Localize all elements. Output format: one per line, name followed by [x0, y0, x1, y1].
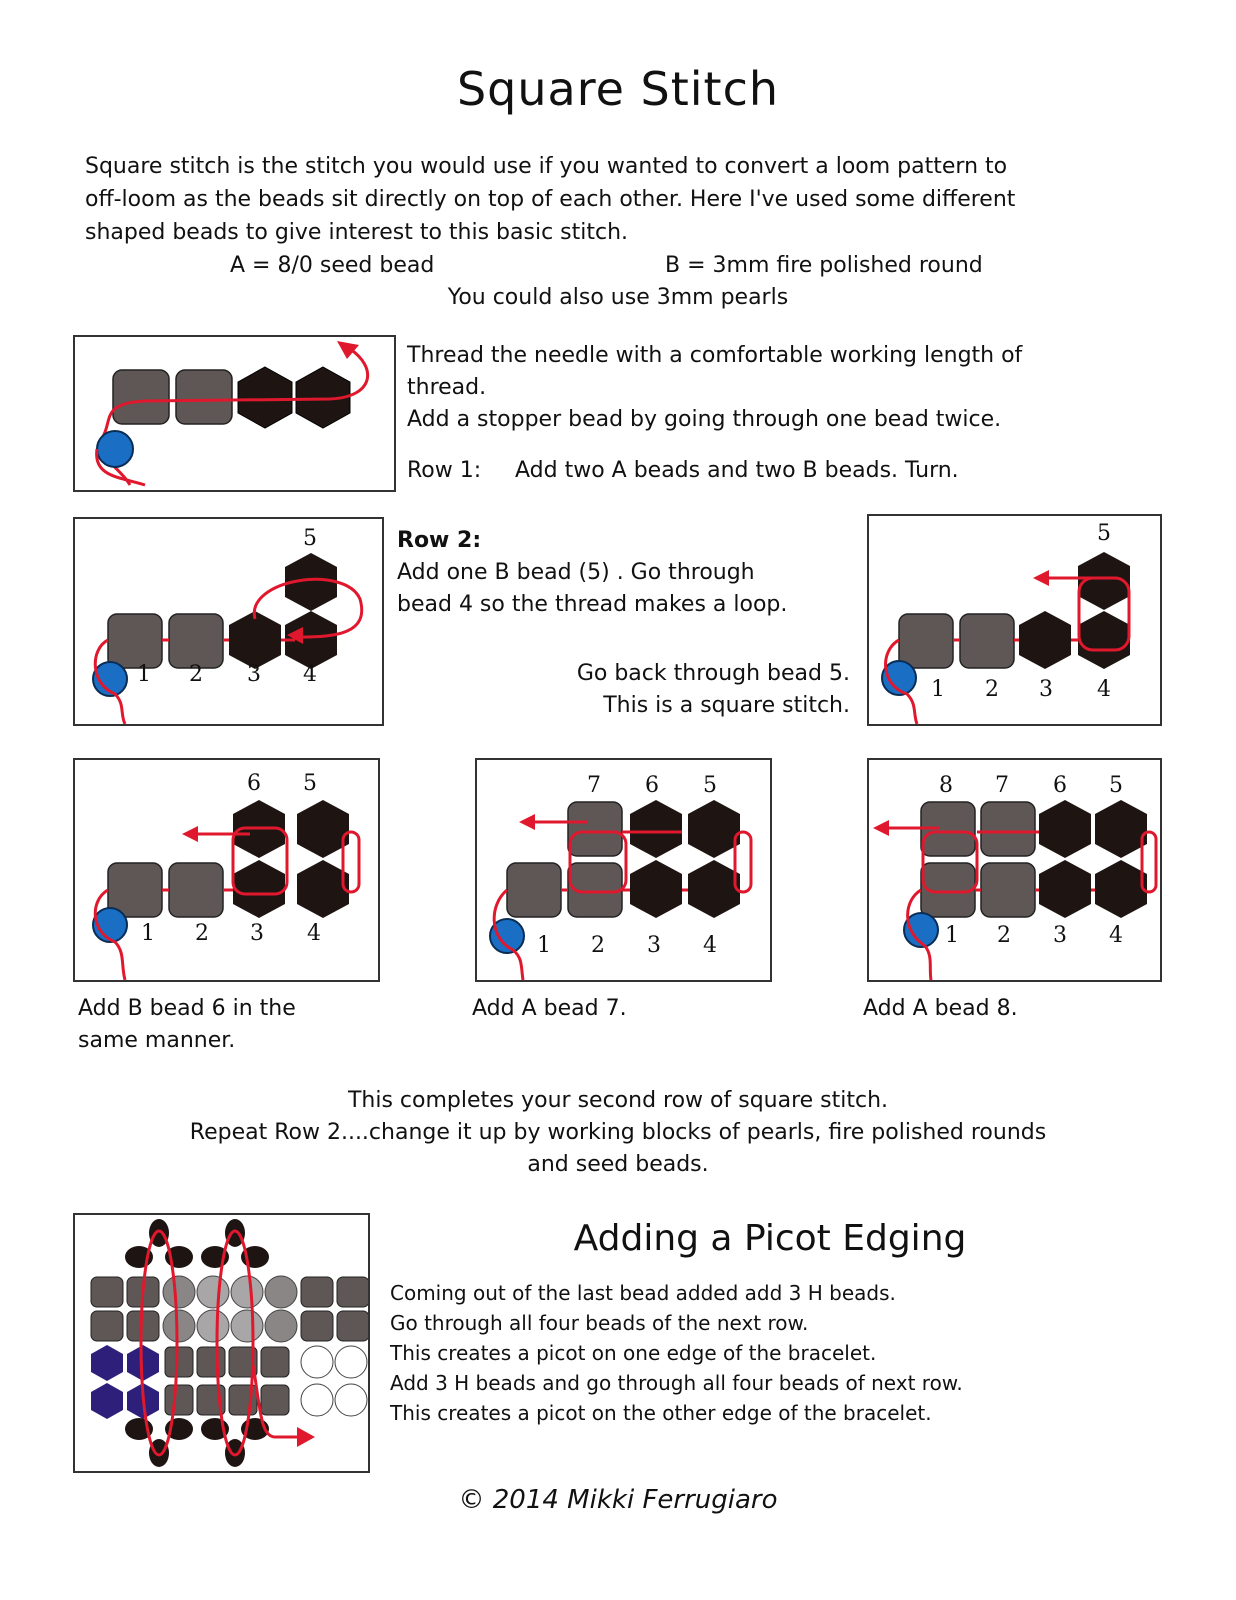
picot-title: Adding a Picot Edging	[573, 1218, 967, 1259]
intro-line: shaped beads to give interest to this basic stitch.	[85, 220, 629, 245]
row1-label: Row 1:	[407, 458, 482, 483]
picot-line: Go through all four beads of the next row.	[390, 1311, 809, 1335]
bead-number: 1	[537, 933, 551, 958]
stopper-bead	[97, 431, 133, 467]
bead-grid	[91, 1276, 368, 1419]
bead-number: 3	[247, 662, 261, 687]
seed-bead	[981, 863, 1035, 917]
step1-text	[407, 340, 1107, 436]
bead-number: 2	[195, 921, 209, 946]
completion-line: and seed beads.	[527, 1152, 709, 1177]
intro-line: Square stitch is the stitch you would use if you wanted to convert a loom pattern to	[85, 154, 1008, 179]
picot-line: Coming out of the last bead added add 3 H beads.	[390, 1281, 896, 1305]
bead-number: 5	[303, 771, 317, 796]
bead-number: 5	[1109, 773, 1123, 798]
bead-number: 8	[939, 773, 953, 798]
figure-bead6	[73, 758, 380, 982]
caption-line: same manner.	[78, 1028, 236, 1053]
seed-bead	[981, 802, 1035, 856]
figure-row1	[73, 335, 396, 492]
bead-number: 1	[945, 923, 959, 948]
bead-number: 6	[247, 771, 261, 796]
arrow-head	[873, 820, 889, 836]
figure-row2-back	[867, 514, 1162, 726]
arrow-head	[519, 814, 535, 830]
row2-line: This is a square stitch.	[603, 693, 850, 718]
caption-bead8: Add A bead 8.	[863, 996, 1018, 1021]
fire-polished-bead	[688, 800, 740, 858]
fire-polished-bead	[233, 860, 285, 918]
fire-polished-bead	[1039, 860, 1091, 918]
fire-polished-bead	[630, 800, 682, 858]
row2-line: Go back through bead 5.	[576, 661, 850, 686]
fire-polished-bead	[1095, 800, 1147, 858]
picot-line: This creates a picot on the other edge of the bracelet.	[390, 1401, 932, 1425]
bead-number: 5	[703, 773, 717, 798]
bead-number: 1	[137, 662, 151, 687]
fire-polished-bead	[229, 611, 281, 669]
bead-number: 3	[1039, 677, 1053, 702]
completion-text	[0, 1085, 1236, 1181]
fire-polished-bead	[1095, 860, 1147, 918]
step1-line: thread.	[407, 375, 487, 400]
arrow-head	[182, 826, 198, 842]
copyright: © 2014 Mikki Ferrugiaro	[458, 1485, 778, 1515]
caption-line: Add B bead 6 in the	[78, 996, 296, 1021]
seed-bead	[960, 614, 1014, 668]
page-title: Square Stitch	[456, 62, 780, 116]
fire-polished-bead	[297, 800, 349, 858]
seed-bead	[568, 802, 622, 856]
row2-text-back	[500, 658, 850, 722]
seed-bead	[169, 614, 223, 668]
row2-heading: Row 2:	[397, 528, 482, 553]
bead-a-definition: A = 8/0 seed bead	[230, 253, 435, 278]
bead-number: 5	[1097, 521, 1111, 546]
fire-polished-bead	[297, 860, 349, 918]
bead-number: 4	[1109, 923, 1123, 948]
picot-line: Add 3 H beads and go through all four beads of next row.	[390, 1371, 963, 1395]
bead-number: 5	[303, 526, 317, 551]
bead-number: 4	[307, 921, 321, 946]
seed-bead	[169, 863, 223, 917]
figure-picot	[73, 1213, 370, 1473]
bead-number: 3	[1053, 923, 1067, 948]
figure-bead7	[475, 758, 772, 982]
picot-line: This creates a picot on one edge of the bracelet.	[390, 1341, 877, 1365]
figure-row2-loop	[73, 517, 384, 726]
fire-polished-bead	[1019, 611, 1071, 669]
bead-number: 4	[1097, 677, 1111, 702]
bead-number: 1	[141, 921, 155, 946]
seed-bead	[507, 863, 561, 917]
caption-bead6	[78, 993, 296, 1057]
fire-polished-bead	[1078, 611, 1130, 669]
bead-number: 7	[587, 773, 601, 798]
arrow-head	[1033, 570, 1049, 586]
intro-paragraph	[85, 150, 1165, 249]
pearls-note: You could also use 3mm pearls	[447, 285, 789, 310]
bead-number: 2	[189, 662, 203, 687]
row2-text	[397, 525, 857, 621]
bead-number: 6	[1053, 773, 1067, 798]
bead-number: 4	[303, 662, 317, 687]
step1-line: Add a stopper bead by going through one bead twice.	[407, 407, 1002, 432]
bead-number: 7	[995, 773, 1009, 798]
seed-bead	[899, 614, 953, 668]
intro-line: off-loom as the beads sit directly on top of each other. Here I've used some different	[85, 187, 1016, 212]
fire-polished-bead	[688, 860, 740, 918]
bead-number: 6	[645, 773, 659, 798]
picot-instructions	[390, 1278, 1170, 1428]
bead-number: 3	[647, 933, 661, 958]
bead-number: 4	[703, 933, 717, 958]
seed-bead	[113, 370, 169, 424]
row2-line: bead 4 so the thread makes a loop.	[397, 592, 788, 617]
arrow-head	[337, 341, 359, 359]
row2-line: Add one B bead (5) . Go through	[397, 560, 755, 585]
completion-line: Repeat Row 2....change it up by working blocks of pearls, fire polished rounds	[189, 1120, 1047, 1145]
bead-b-definition: B = 3mm fire polished round	[665, 253, 983, 278]
bead-number: 1	[931, 677, 945, 702]
bead-number: 2	[591, 933, 605, 958]
seed-bead	[108, 614, 162, 668]
fire-polished-bead	[1039, 800, 1091, 858]
bead-number: 2	[985, 677, 999, 702]
seed-bead	[176, 370, 232, 424]
caption-bead7: Add A bead 7.	[472, 996, 627, 1021]
row1-instruction: Add two A beads and two B beads. Turn.	[515, 458, 959, 483]
fire-polished-bead	[238, 367, 292, 428]
bead-number: 2	[997, 923, 1011, 948]
completion-line: This completes your second row of square stitch.	[347, 1088, 889, 1113]
fire-polished-bead	[630, 860, 682, 918]
figure-bead8	[867, 758, 1162, 982]
arrow-head	[297, 1427, 315, 1447]
step1-line: Thread the needle with a comfortable working length of	[407, 343, 1023, 368]
bead-number: 3	[250, 921, 264, 946]
